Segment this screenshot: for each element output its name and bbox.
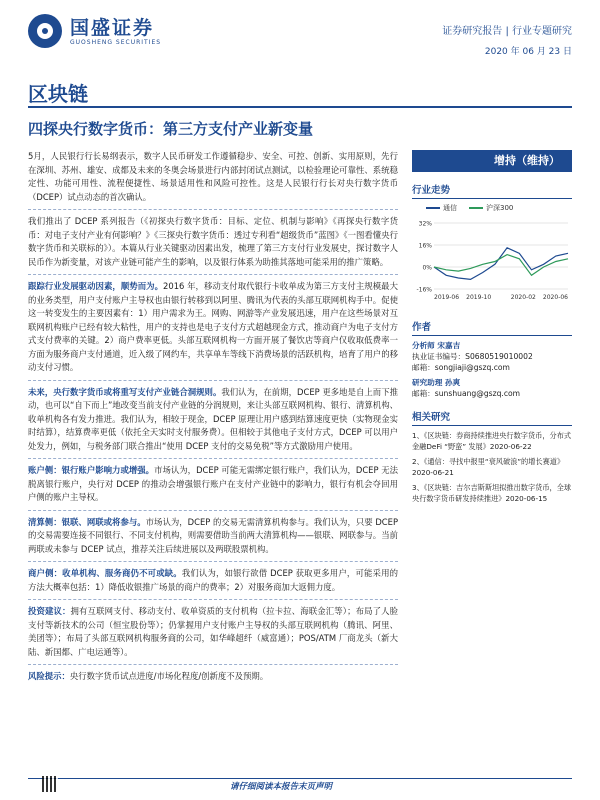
legend-item: 沪深300: [469, 203, 513, 213]
series-line: [434, 248, 568, 280]
x-tick-label: 2020-06: [542, 294, 568, 301]
related-title: 相关研究: [412, 409, 572, 426]
analyst-email[interactable]: 邮箱：sunshuang@gszq.com: [412, 389, 521, 398]
paragraph: 5月，人民银行行长易纲表示，数字人民币研发工作遵循稳步、安全、可控、创新、实用原则，先行在深圳、苏州、雄安、成都及未来的冬奥会场景进行内部封闭试点测试，以检验理论可靠性、系统稳定性、功能可用性、流程便捷性、场景适用性和风险可控性。这是人民银行行长对央行数字货币（DCEP）试点动态的首次确认。: [28, 151, 398, 202]
paragraph: 账户侧：银行账户影响力或增强。市场认为，DCEP 可能无需绑定银行账户，我们认为，DCEP 无法脱离银行账户，央行对 DCEP 的推动会增强银行账户在支付产业链中的影响力，银行有机会夺回用户侧的账户主导权。: [28, 465, 398, 502]
main-body: [28, 150, 398, 689]
series-line: [434, 255, 568, 276]
page-header: [0, 0, 600, 66]
sidebar: [412, 150, 572, 508]
chart-legend: [412, 203, 572, 213]
analyst-name: 研究助理 孙爽: [412, 378, 461, 387]
analyst-email[interactable]: 邮箱：songjiaji@gszq.com: [412, 363, 510, 372]
trend-chart: [412, 215, 572, 305]
paragraph: 商户侧：收单机构、服务商仍不可或缺。我们认为，如银行欲借 DCEP 获取更多用户，可能采用的方法大概率包括：1）降低收银推广场景的商户的费率；2）对服务商加大返佣力度。: [28, 568, 398, 592]
divider: [28, 106, 572, 108]
x-tick-label: 2019-10: [466, 294, 492, 301]
brand-name-en: GUOSHENG SECURITIES: [70, 38, 162, 46]
footer-disclaimer: 请仔细阅读本报告末页声明: [230, 782, 333, 792]
report-date: 2020 年 06 月 23 日: [484, 47, 572, 57]
related-item[interactable]: 3、《区块链：吉尔吉斯斯坦拟推出数字货币，全球央行数字货币研发持续推进》2020-06-15: [412, 483, 572, 503]
y-tick-label: 0%: [422, 264, 432, 272]
analyst-name: 分析师 宋嘉吉: [412, 341, 461, 350]
analyst-cert: 执业证书编号：S0680519010002: [412, 352, 533, 361]
trend-title: 行业走势: [412, 182, 572, 199]
analyst-block: [412, 340, 572, 399]
related-item[interactable]: 1、《区块链：券商持续推进央行数字货币，分布式金融DeFi “野蛮” 发展》2020-06-22: [412, 431, 572, 451]
paragraph: 清算侧：银联、网联或将参与。市场认为，DCEP 的交易无需清算机构参与。我们认为，只要 DCEP 的交易需要连接不同银行、不同支付机构，则需要借助当前两大清算机构——银联、网联参与。当前两联或未参与 DCEP 试点，推荐关注后续进展以及两联股票机构。: [28, 516, 398, 554]
paragraph: 跟踪行业发展驱动因素，顺势而为。2016 年，移动支付取代银行卡收单成为第三方支付主规模最大的业务类型，用户支付账户主导权也由银行转移到以阿里、腾讯为代表的头部互联网机构手中。促使这一转变发生的主要因素有：1）用户需求为王。网购、网游等产业发展迅速，用户在这些场景对互联网机构账户已经有较大粘性，用户的支持也是电子支付方式超越现金方式，推动商户为电子支付方式支付费率的关键。2）商户费率更低。头部互联网机构一方面开展了餐饮店等商户仅收取低费率一方面为服务商户支付通道，近入级了网约车，共享单车等线下消费场景的活跃机构，培育了用户的移动支付习惯。: [28, 281, 398, 372]
rating-badge: 增持（维持）: [412, 150, 572, 172]
related-list: [412, 430, 572, 504]
x-tick-label: 2019-06: [434, 294, 460, 301]
paragraph: 我们推出了 DCEP 系列报告（《初探央行数字货币：目标、定位、机制与影响》《再探央行数字货币：对电子支付产业有何影响？》《三探央行数字货币：透过专利看“超级货币”蓝图》《一图看懂央行数字货币和关联标的》）。本篇从行业关键驱动因素出发，梳理了第三方支付行业发展史，探讨数字人民币作为新变量，对该产业链可能产生的影响，以及银行体系为助推其落地可能采用的推广策略。: [28, 216, 398, 267]
risk-warning: 风险提示：央行数字货币试点进度/市场化程度/创新度不及预期。: [28, 671, 269, 681]
x-tick-label: 2020-02: [510, 294, 536, 301]
logo-icon: [28, 14, 62, 48]
investment-advice: 投资建议：拥有互联网支付、移动支付、收单资质的支付机构（拉卡拉、海联金汇等）；布局了人脸支付等新技术的公司（恒宝股份等）；仍掌握用户支付账户主导权的头部互联网机构（腾讯、阿里、美团等）；布局了头部互联网机构服务商的公司，如华峰超纤（威富通）；POS/ATM 厂商龙头（新大陆、新国都、广电运通等）。: [28, 606, 399, 657]
report-headline: 四探央行数字货币：第三方支付产业新变量: [28, 120, 314, 138]
report-type: 证券研究报告 | 行业专题研究: [442, 26, 572, 37]
brand-name: 国盛证券: [70, 16, 155, 39]
qr-code-icon: [42, 776, 58, 792]
paragraph: 未来，央行数字货币或将重写支付产业链合洞规则。我们认为，在前期，DCEP 更多地是自上而下推动，也可以“自下而上”地改变当前支付产业链的分润规则，来让头部互联网机构、银行、清算机构、收单机构各有发力推进。我们认为，相较于现金，DCEP 原理让用户感到结算速度更快（实物现金实时结算），结算费率更低（依托全天实时支付服务费）。但相较于其他电子支付方式，DCEP 可以用户处发力，例如，与税务部门联合推出“使用 DCEP 支付的交易免税”等方式激励用户使用。: [28, 386, 398, 451]
legend-item: 通信: [426, 203, 457, 213]
analyst-title: 作者: [412, 319, 572, 336]
related-item[interactable]: 2、《通信：寻找中报里“衰风破浪”的增长赛道》2020-06-21: [412, 457, 565, 477]
y-tick-label: 32%: [418, 220, 432, 228]
y-tick-label: 16%: [418, 242, 432, 250]
brand-logo: [28, 14, 161, 48]
y-tick-label: -16%: [416, 286, 432, 294]
sector-title: 区块链: [28, 82, 88, 106]
